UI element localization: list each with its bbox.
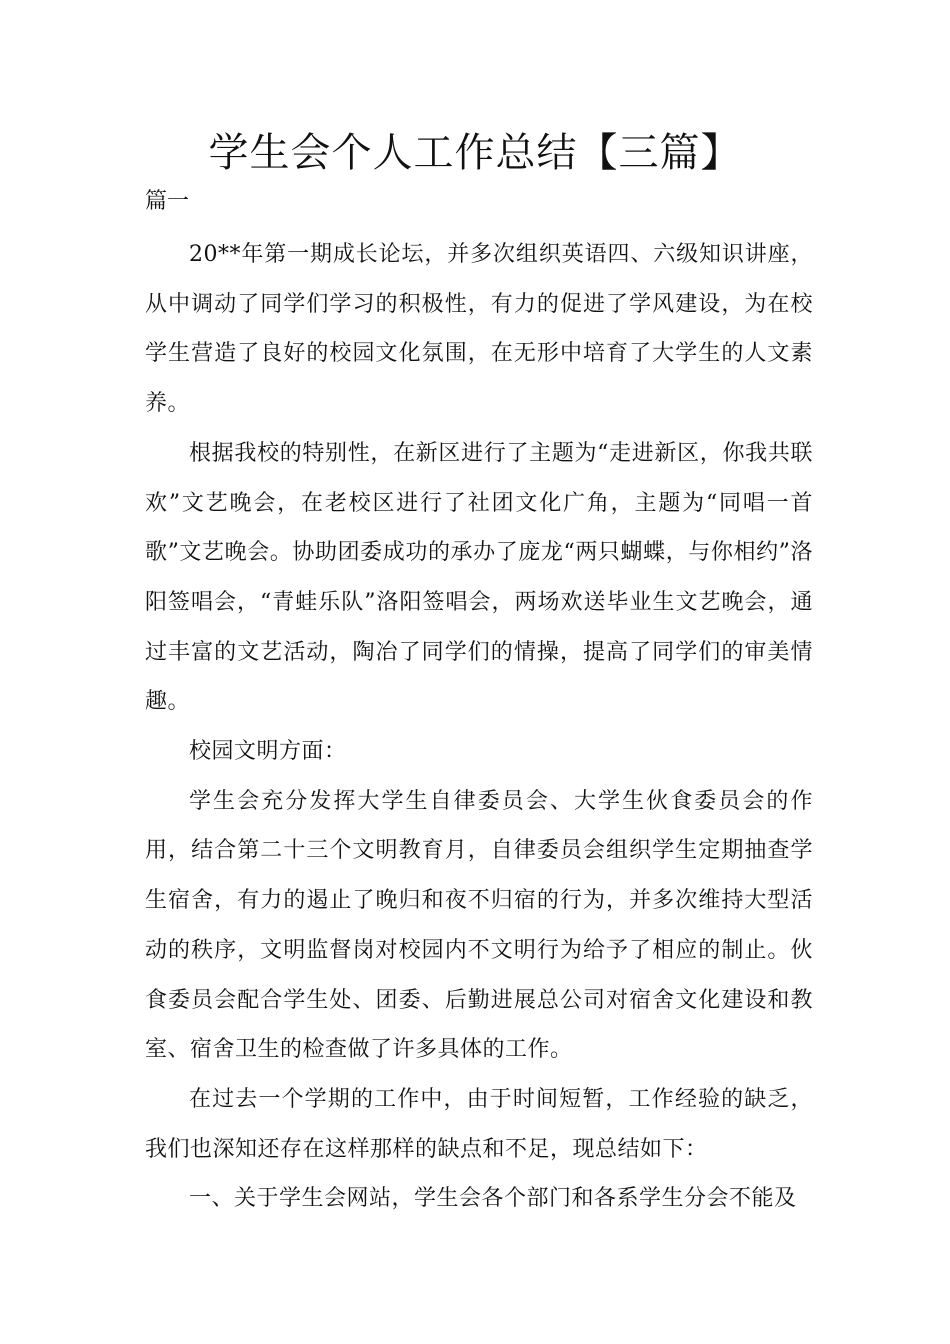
section-label: 篇一 <box>145 189 190 214</box>
document-title: 学生会个人工作总结【三篇】 <box>208 130 742 176</box>
paragraph-heading: 校园文明方面： <box>189 739 347 765</box>
paragraph: 根据我校的特别性，在新区进行了主题为“走进新区，你我共联欢”文艺晚会，在老校区进行了社团文化广角，主题为“同唱一首歌”文艺晚会。协助团委成功的承办了庞龙“两只蝴蝶，与你相约”洛阳签唱会，“青蛙乐队”洛阳签唱会，两场欢送毕业生文艺晚会，通过丰富的文艺活动，陶冶了同学们的情操，提高了同学们的审美情趣。 <box>145 440 813 715</box>
paragraph: 20**年第一期成长论坛，并多次组织英语四、六级知识讲座，从中调动了同学们学习的积极性，有力的促进了学风建设，为在校学生营造了良好的校园文化氛围，在无形中培育了大学生的人文素养。 <box>145 242 813 417</box>
paragraph: 在过去一个学期的工作中，由于时间短暂，工作经验的缺乏，我们也深知还存在这样那样的缺点和不足，现总结如下： <box>145 1086 813 1162</box>
document-body <box>145 230 813 1224</box>
paragraph: 学生会充分发挥大学生自律委员会、大学生伙食委员会的作用，结合第二十三个文明教育月，自律委员会组织学生定期抽查学生宿舍，有力的遏止了晚归和夜不归宿的行为，并多次维持大型活动的秩序，文明监督岗对校园内不文明行为给予了相应的制止。伙食委员会配合学生处、团委、后勤进展总公司对宿舍文化建设和教室、宿舍卫生的检查做了许多具体的工作。 <box>145 788 813 1063</box>
paragraph: 一、关于学生会网站，学生会各个部门和各系学生分会不能及 <box>189 1186 797 1212</box>
